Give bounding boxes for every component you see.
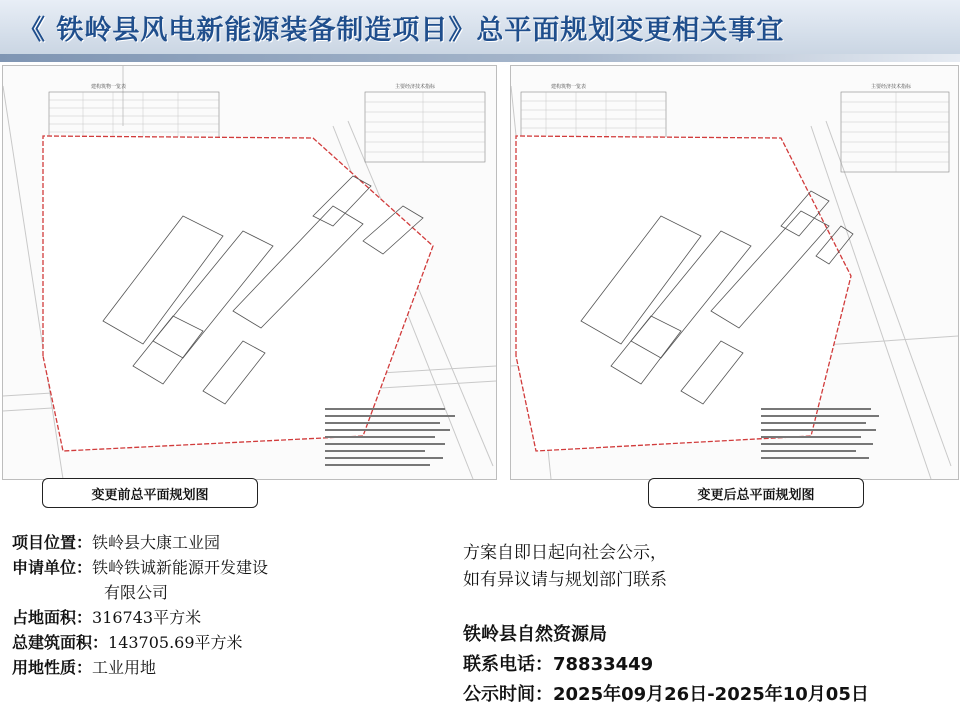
tech-table-title: 主要经济技术指标 [871,84,912,90]
building-table-title: 建构筑物一览表 [551,84,587,90]
period-label: 公示时间： [463,684,553,705]
agency-info [463,620,869,710]
plan-before-image [2,65,497,480]
applicant-label: 申请单位： [12,558,93,577]
before-plan-caption: 变更前总平面规划图 [42,478,258,508]
land-area-value: 316743平方米 [92,608,202,627]
after-plan-caption: 变更后总平面规划图 [648,478,864,508]
applicant-value-cont: 有限公司 [104,583,169,602]
site-boundary-after [516,136,851,451]
location-label: 项目位置： [12,533,93,552]
land-use-label: 用地性质： [12,658,93,677]
tech-table-title: 主要经济技术指标 [395,84,436,90]
building-area-row [12,630,268,655]
land-area-label: 占地面积： [12,608,93,627]
location-value: 铁岭县大康工业园 [92,533,221,552]
title-bar [0,0,960,62]
phone-value: 78833449 [553,654,654,675]
applicant-value: 铁岭铁诚新能源开发建设 [92,558,269,577]
period-row [463,680,869,710]
notice-line-1: 方案自即日起向社会公示， [463,543,667,563]
plan-before-drawing [3,66,496,479]
land-area-row [12,605,268,630]
slide-title: 《 铁岭县风电新能源装备制造项目》总平面规划变更相关事宜 [18,15,785,46]
land-use-row [12,655,268,680]
period-value: 2025年09月26日-2025年10月05日 [553,684,869,705]
plan-after-image [510,65,959,480]
phone-row [463,650,869,680]
location-row [12,530,268,555]
project-info [12,530,268,680]
land-use-value: 工业用地 [92,658,157,677]
building-table-title: 建构筑物一览表 [91,84,127,90]
building-area-label: 总建筑面积： [12,633,109,652]
agency-name: 铁岭县自然资源局 [463,624,607,645]
applicant-row [12,555,268,580]
public-notice [463,540,667,594]
notice-line-2: 如有异议请与规划部门联系 [463,570,667,590]
building-area-value: 143705.69平方米 [108,633,243,652]
plan-after-drawing [511,66,958,479]
phone-label: 联系电话： [463,654,553,675]
